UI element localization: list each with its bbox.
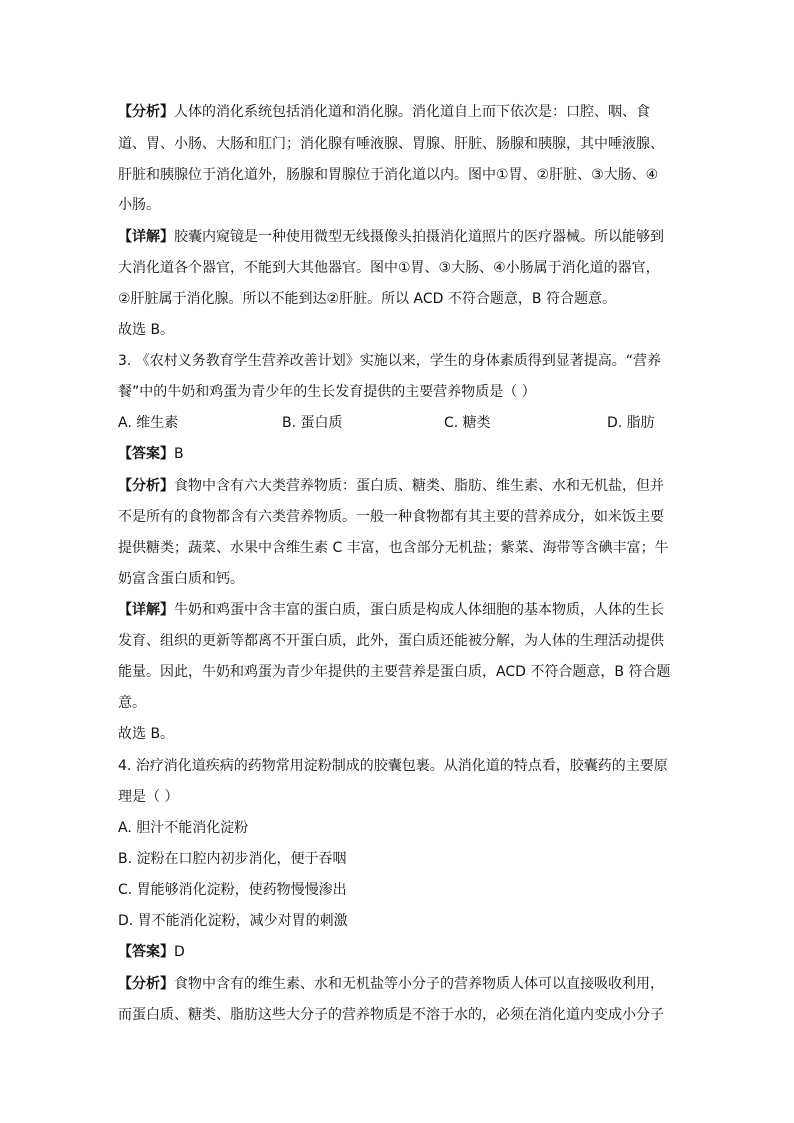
question-4-stem: 4. 治疗消化道疾病的药物常用淀粉制成的胶囊包裹。从消化道的特点看，胶囊药的主要原 — [118, 758, 668, 774]
text-line: 而蛋白质、糖类、脂肪这些大分子的营养物质是不溶于水的，必须在消化道内变成小分子 — [118, 1007, 664, 1023]
analysis-line: 【分析】人体的消化系统包括消化道和消化腺。消化道自上而下依次是：口腔、咽、食 — [118, 104, 650, 120]
option-b: B. 蛋白质 — [282, 415, 343, 431]
option-c: C. 胃能够消化淀粉，使药物慢慢渗出 — [118, 882, 347, 898]
answer-line: 【答案】D — [118, 944, 185, 960]
text-line: ②肝脏属于消化腺。所以不能到达②肝脏。所以 ACD 不符合题意，B 符合题意。 — [118, 291, 616, 307]
detail-line: 【详解】牛奶和鸡蛋中含丰富的蛋白质，蛋白质是构成人体细胞的基本物质，人体的生长 — [118, 602, 664, 618]
question-4-stem: 理是（ ） — [118, 789, 179, 805]
text-line: 小肠。 — [118, 197, 160, 213]
text-line: 能量。因此，牛奶和鸡蛋为青少年提供的主要营养是蛋白质，ACD 不符合题意，B 符合题 — [118, 664, 671, 680]
text-line: 不是所有的食物都含有六类营养物质。一般一种食物都有其主要的营养成分，如米饭主要 — [118, 509, 664, 525]
option-c: C. 糖类 — [444, 415, 491, 431]
text-line: 肝脏和胰腺位于消化道外，肠腺和胃腺位于消化道以内。图中①胃、②肝脏、③大肠、④ — [118, 167, 659, 183]
option-d: D. 胃不能消化淀粉，减少对胃的刺激 — [118, 913, 348, 929]
analysis-line: 【分析】食物中含有六大类营养物质：蛋白质、糖类、脂肪、维生素、水和无机盐，但并 — [118, 478, 664, 494]
detail-line: 【详解】胶囊内窥镜是一种使用微型无线摄像头拍摄消化道照片的医疗器械。所以能够到 — [118, 229, 664, 245]
text-line: 奶富含蛋白质和钙。 — [118, 571, 244, 587]
text-line: 意。 — [118, 695, 146, 711]
question-3-stem: 餐”中的牛奶和鸡蛋为青少年的生长发育提供的主要营养物质是（ ） — [118, 384, 536, 400]
option-b: B. 淀粉在口腔内初步消化，便于吞咽 — [118, 851, 347, 867]
text-line: 发育、组织的更新等都离不开蛋白质，此外，蛋白质还能被分解，为人体的生理活动提供 — [118, 633, 664, 649]
text-line: 道、胃、小肠、大肠和肛门；消化腺有唾液腺、胃腺、肝脏、肠腺和胰腺，其中唾液腺、 — [118, 136, 664, 152]
text-line: 提供糖类；蔬菜、水果中含维生素 C 丰富，也含部分无机盐；紫菜、海带等含碘丰富；牛 — [118, 540, 669, 556]
option-d: D. 脂肪 — [607, 415, 655, 431]
question-3-stem: 3. 《农村义务教育学生营养改善计划》实施以来，学生的身体素质得到显著提高。“营养 — [118, 353, 662, 369]
option-a: A. 维生素 — [118, 415, 179, 431]
text-line: 大消化道各个器官，不能到大其他器官。图中①胃、③大肠、④小肠属于消化道的器官， — [118, 260, 660, 276]
option-a: A. 胆汁不能消化淀粉 — [118, 820, 249, 836]
answer-line: 【答案】B — [118, 446, 184, 462]
analysis-line: 【分析】食物中含有的维生素、水和无机盐等小分子的营养物质人体可以直接吸收利用， — [118, 976, 664, 992]
conclusion-line: 故选 B。 — [118, 322, 175, 338]
conclusion-line: 故选 B。 — [118, 726, 175, 742]
